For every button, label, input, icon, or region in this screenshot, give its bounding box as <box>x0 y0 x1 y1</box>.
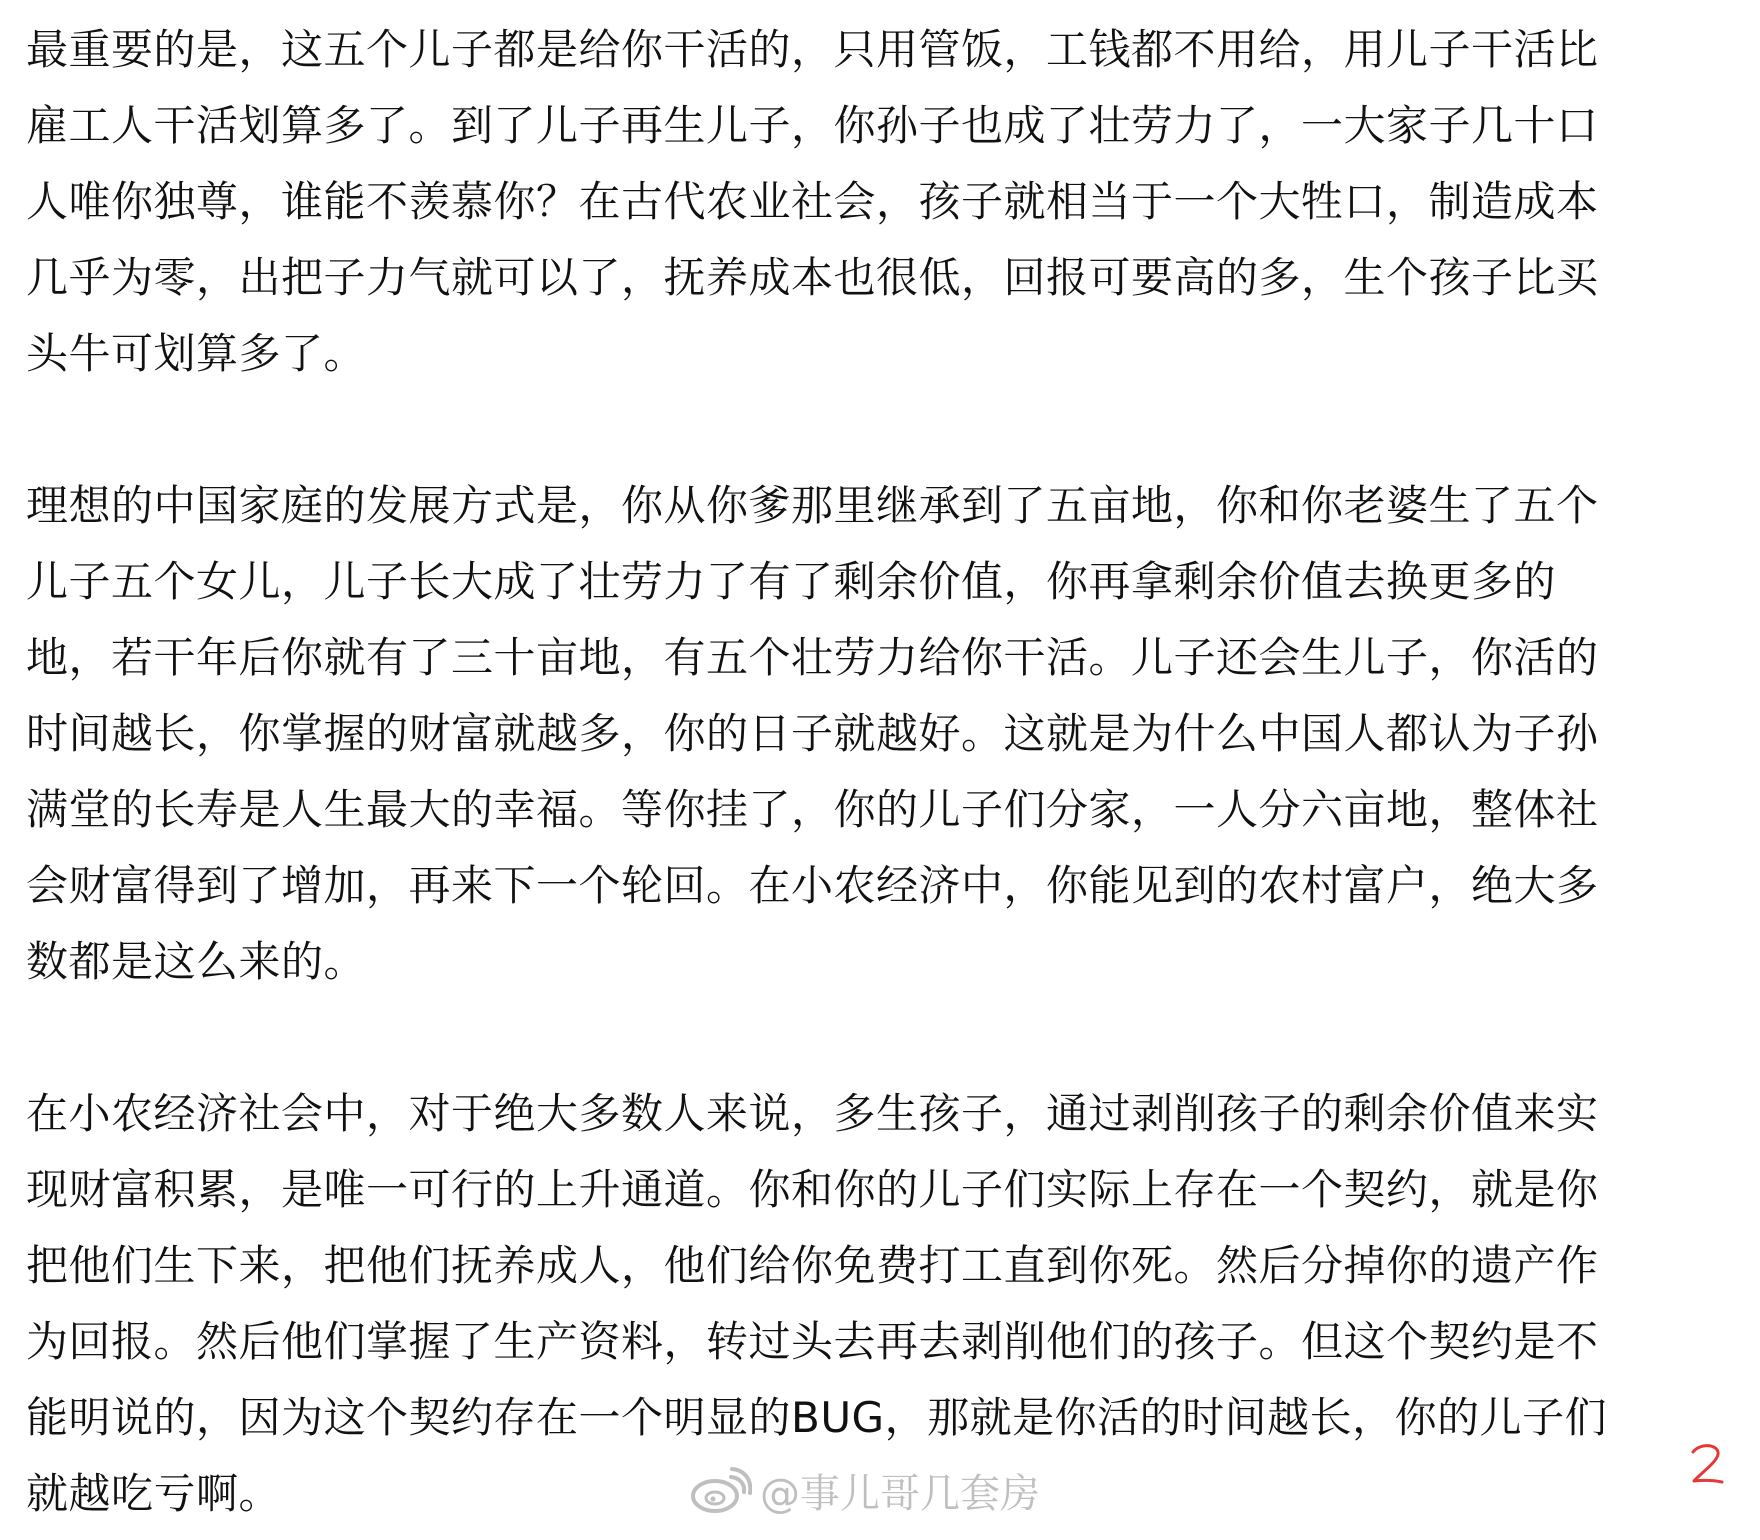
paragraph-1: 最重要的是，这五个儿子都是给你干活的，只用管饭，工钱都不用给，用儿子干活比 雇工人干活划算多了。到了儿子再生儿子，你孙子也成了壮劳力了，一大家子几十口 人唯你独尊，谁能不羡慕你？在古代农业社会，孩子就相当于一个大牲口，制造成本 几乎为零，出把子力气就可以了，抚养成本也很低，回报可要高的多，生个孩子比买 头牛可划算多了。 <box>26 25 1599 378</box>
watermark <box>688 1462 1040 1519</box>
paragraph-3: 在小农经济社会中，对于绝大多数人来说，多生孩子，通过剥削孩子的剩余价值来实 现财富积累，是唯一可行的上升通道。你和你的儿子们实际上存在一个契约，就是你 把他们生下来，把他们抚养成人，他们给你免费打工直到你死。然后分掉你的遗产作 为回报。然后他们掌握了生产资料，转过头去再去剥削他们的孩子。但这个契约是不 能明说的，因为这个契约存在一个明显的BUG，那就是你活的时间越长，你的儿子们 就越吃亏啊。 <box>26 1089 1608 1518</box>
paragraph-2: 理想的中国家庭的发展方式是，你从你爹那里继承到了五亩地，你和你老婆生了五个 儿子五个女儿，儿子长大成了壮劳力了有了剩余价值，你再拿剩余价值去换更多的 地，若干年后你就有了三十亩地，有五个壮劳力给你干活。儿子还会生儿子，你活的 时间越长，你掌握的财富就越多，你的日子就越好。这就是为什么中国人都认为子孙 满堂的长寿是人生最大的幸福。等你挂了，你的儿子们分家，一人分六亩地，整体社 会财富得到了增加，再来下一个轮回。在小农经济中，你能见到的农村富户，绝大多 数都是这么来的。 <box>26 481 1599 986</box>
watermark-text: @事儿哥几套房 <box>760 1471 1040 1517</box>
article-body <box>26 12 1726 1532</box>
weibo-logo-icon <box>688 1465 752 1517</box>
handwritten-page-number-icon <box>1690 1442 1724 1484</box>
